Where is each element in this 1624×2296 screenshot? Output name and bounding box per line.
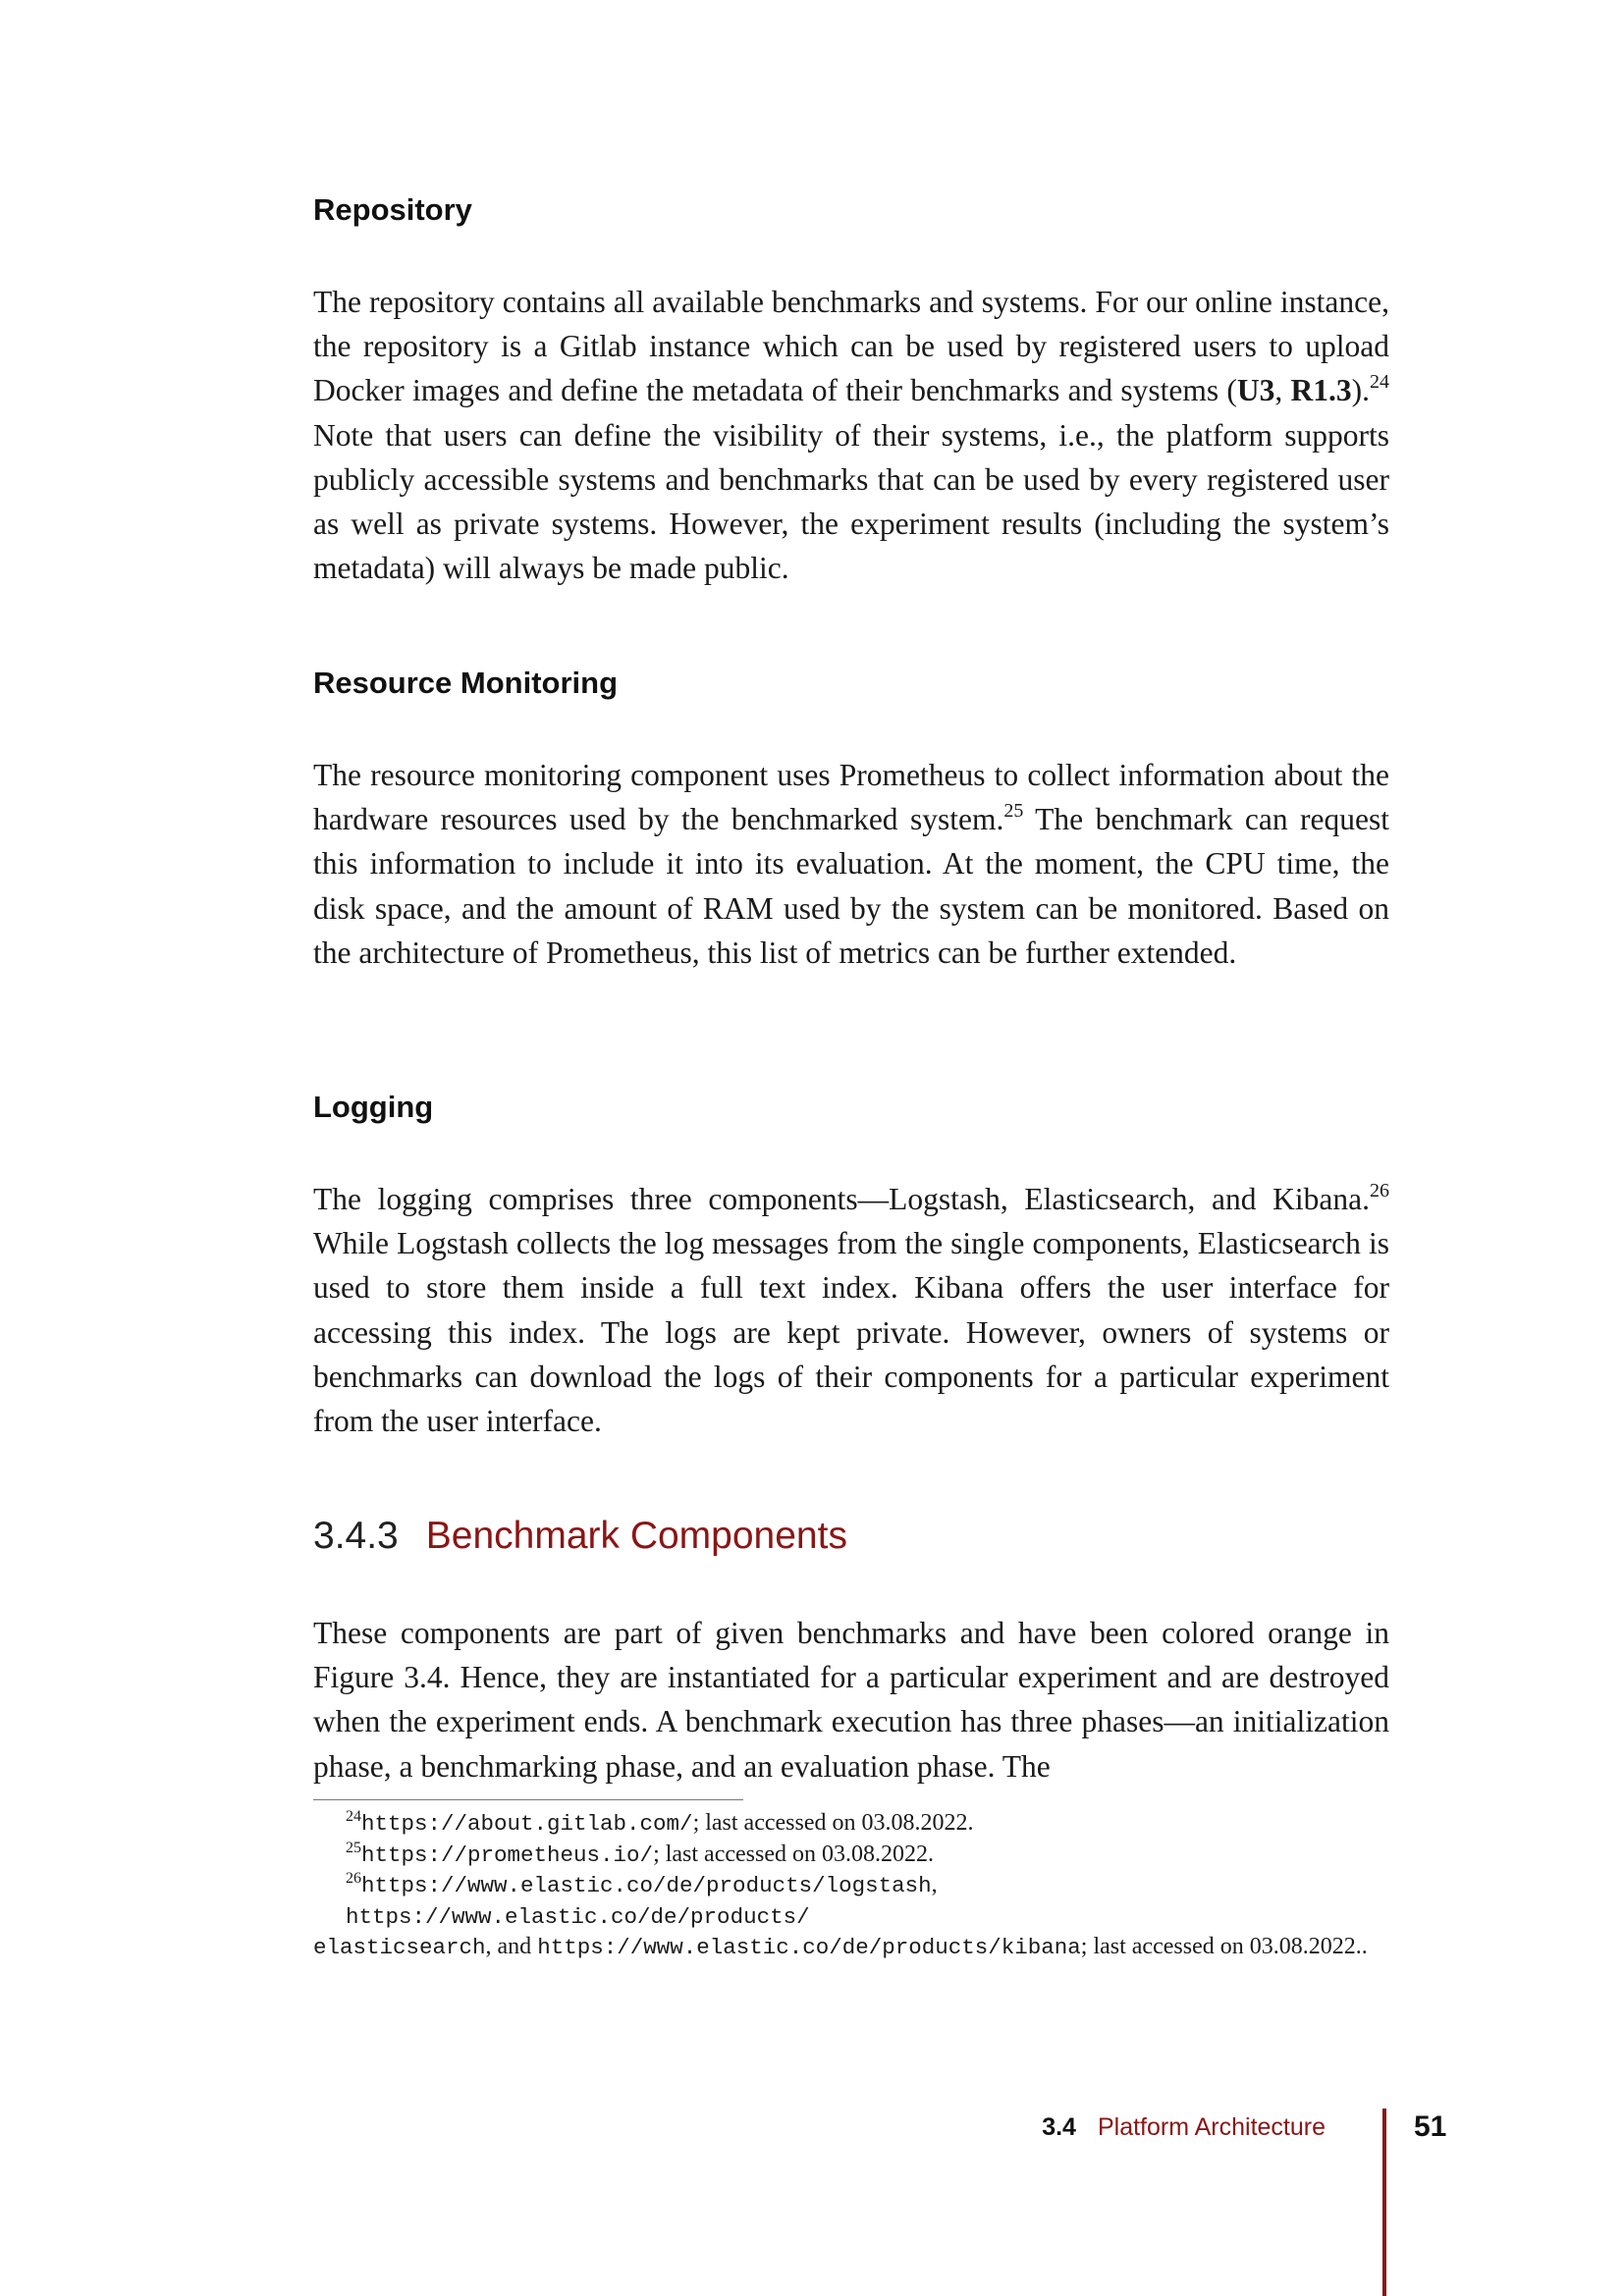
footnote-link[interactable]: https://about.gitlab.com/ [361,1811,693,1837]
heading-repository: Repository [313,192,472,227]
footnote-mark[interactable]: 24 [1370,371,1389,394]
section-repository [313,192,1389,228]
footnote-mark[interactable]: 25 [1003,800,1024,823]
requirement-ref: R1.3 [1290,373,1352,408]
paragraph-resource-monitoring: The resource monitoring component uses Prometheus to collect information about the hardware resources used by the benchmarked system.$^{25}$ The benchmark can request this information to include it into its evaluation. At the moment, the CPU time, the disk space, and the amount of RAM used by the system can be monitored. Based on the architecture of Prometheus, this list of metrics can be further extended. [313,758,1389,970]
footnote-link[interactable]: https://www.elastic.co/de/products/ [346,1903,810,1930]
heading-logging: Logging [313,1090,434,1124]
paragraph-repository: The repository contains all available benchmarks and systems. For our online instance, the repository is a Gitlab instance which can be used by registered users to upload Docker images and define the metadata of their benchmarks and systems (U3, R1.3).$^{24}$ Note that users can define the visibility of their systems, i.e., the platform supports publicly accessible systems and benchmarks that can be used by every registered user as well as private systems. However, the experiment results (including the system’s metadata) will always be made public. [313,285,1389,586]
requirement-ref: U3 [1236,373,1275,408]
footnote-link[interactable]: https://prometheus.io/ [361,1842,654,1868]
footnote-26-continued: elasticsearch, and https://www.elastic.co/de/products/kibana; last accessed on 03.08.2022.. [313,1934,1368,1960]
page-number: 51 [1414,2110,1447,2143]
footnote-link[interactable]: elasticsearch [313,1935,486,1960]
footnote-24: $^{24}$https://about.gitlab.com/; last accessed on 03.08.2022. [346,1808,974,1837]
running-head-title: Platform Architecture [1097,2113,1326,2141]
heading-resource-monitoring: Resource Monitoring [313,666,619,700]
paragraph-logging: The logging comprises three components—Logstash, Elasticsearch, and Kibana.$^{26}$ While Logstash collects the log messages from the single components, Elasticsearch is used to store them inside a full text index. Kibana offers the user interface for accessing this index. The logs are kept private. However, owners of systems or benchmarks can download the logs of their components for a particular experiment from the user interface. [313,1180,1389,1439]
paragraph-benchmark-components: These components are part of given benchmarks and have been colored orange in Figure 3.4. Hence, they are instantiated for a particular experiment and are destroyed when the experiment ends. A benchmark execution has three phases—an initialization phase, a benchmarking phase, and an evaluation phase. The [313,1616,1389,1784]
footnote-link[interactable]: https://www.elastic.co/de/products/logstash [361,1873,932,1898]
footnote-rule [313,1799,743,1800]
footnote-link[interactable]: https://www.elastic.co/de/products/kibana [537,1935,1081,1960]
running-head [1042,2113,1326,2142]
section-logging [313,1090,1389,1125]
footnote-26: $^{26}$https://www.elastic.co/de/products/logstash, https://www.elastic.co/de/products/ [346,1870,938,1930]
running-head-number: 3.4 [1042,2113,1076,2141]
section-number: 3.4.3 [313,1515,399,1557]
section-title: Benchmark Components [425,1515,847,1557]
footnote-mark[interactable]: 26 [1370,1180,1389,1201]
footnotes [313,1808,1389,1963]
section-benchmark-components [313,1515,1389,1558]
footnote-25: $^{25}$https://prometheus.io/; last accessed on 03.08.2022. [346,1839,934,1868]
section-resource-monitoring [313,666,1389,701]
margin-bar [1382,2109,1386,2296]
section-heading [313,1515,1389,1558]
